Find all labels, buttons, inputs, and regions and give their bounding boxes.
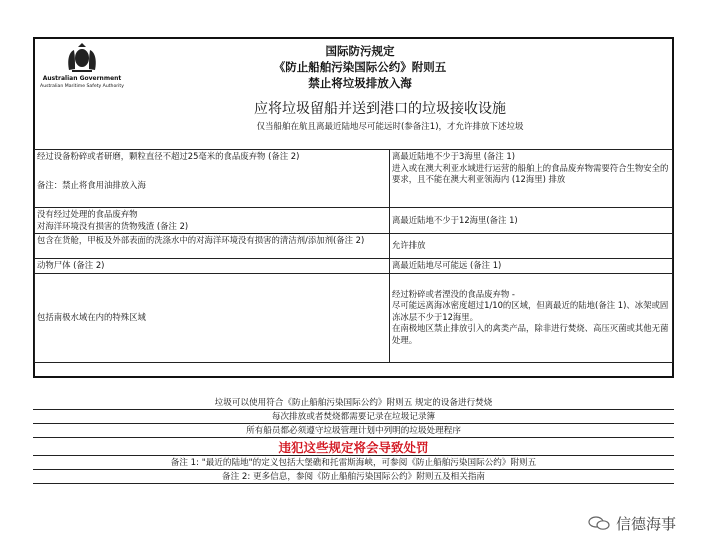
cell-text: 没有经过处理的食品废弃物 bbox=[37, 209, 138, 219]
cell-text: 包含在货舱，甲板及外部表面的洗涤水中的对海洋环境没有损害的清洁剂/添加剂(备注 2) bbox=[37, 235, 365, 245]
cell-text: 动物尸体 (备注 2) bbox=[37, 260, 105, 270]
cell-text: 离最近陆地尽可能远 (备注 1) bbox=[392, 260, 502, 270]
coat-of-arms-icon bbox=[63, 42, 101, 74]
watermark bbox=[588, 513, 676, 534]
table-row bbox=[35, 150, 673, 208]
cell-text: 尽可能远离海冰密度超过1/10的区域，但离最近的陆地(备注 1)、冰架或固冻冰层不少于12海里。 bbox=[392, 300, 669, 322]
amsa-logo bbox=[37, 42, 127, 100]
table-row bbox=[35, 208, 673, 234]
cell-text bbox=[37, 163, 387, 180]
government-label: Australian Government bbox=[42, 75, 122, 82]
cell-text: 离最近陆地不少于3海里 (备注 1) bbox=[392, 151, 516, 161]
discharge-condition-cell bbox=[390, 150, 673, 208]
title-line-1: 国际防污规定 bbox=[325, 44, 395, 58]
waste-type-cell bbox=[35, 150, 390, 208]
penalty-warning: 违犯这些规定将会导致处罚 bbox=[33, 438, 674, 456]
subtitle: 应将垃圾留船并送到港口的垃圾接收设施 bbox=[254, 101, 506, 117]
waste-type-cell bbox=[35, 259, 390, 274]
cell-text: 进入或在澳大利亚水域进行运营的船舶上的食品废弃物需要符合生物安全的要求，且不能在澳大利亚领海内 (12海里) 排放 bbox=[392, 162, 669, 184]
footer-note-1: 备注 1: "最近的陆地"的定义包括大堡礁和托雷斯海峡，可参阅《防止船舶污染国际公约》附则五 bbox=[33, 456, 674, 470]
table-row bbox=[35, 259, 673, 274]
cell-text: 离最近陆地不少于12海里(备注 1) bbox=[392, 214, 518, 225]
cell-text: 包括南极水域在内的特殊区域 bbox=[37, 311, 146, 322]
discharge-condition-cell bbox=[390, 208, 673, 234]
footer-incineration: 垃圾可以使用符合《防止船舶污染国际公约》附则五 规定的设备进行焚烧 bbox=[33, 396, 674, 410]
cell-text: 经过设备粉碎或者研磨，颗粒直径不超过25毫米的食品废弃物 (备注 2) bbox=[37, 151, 300, 161]
cell-text: 经过粉碎或者湮没的食品废弃物 - bbox=[392, 288, 515, 299]
discharge-condition-cell bbox=[390, 234, 673, 259]
watermark-text: 信德海事 bbox=[616, 515, 677, 533]
cell-text: 在南极地区禁止排放引入的禽类产品，除非进行焚烧、高压灭菌或其他无菌处理。 bbox=[392, 323, 669, 345]
table-row bbox=[35, 273, 673, 362]
title-line-3: 禁止将垃圾排放入海 bbox=[308, 76, 412, 90]
authority-label: Australian Maritime Safety Authority bbox=[40, 84, 124, 89]
title-line-2: 《防止船舶污染国际公约》附则五 bbox=[273, 60, 447, 74]
cell-text: 允许排放 bbox=[392, 240, 426, 251]
waste-type-cell bbox=[35, 208, 390, 234]
table-row bbox=[35, 234, 673, 259]
subtitle-note: 仅当船舶在航且离最近陆地尽可能远时(参备注1)，才允许排放下述垃圾 bbox=[256, 122, 524, 132]
waste-type-cell bbox=[35, 273, 390, 362]
wechat-icon bbox=[588, 516, 610, 530]
cell-text: 对海洋环境没有损害的货物残渣 (备注 2) bbox=[37, 220, 189, 231]
waste-type-cell bbox=[35, 234, 390, 259]
footer-management-plan: 所有船员都必须遵守垃圾管理计划中列明的垃圾处理程序 bbox=[33, 424, 674, 438]
footer-record-book: 每次排放或者焚烧都需要记录在垃圾记录簿 bbox=[33, 410, 674, 424]
discharge-condition-cell bbox=[390, 273, 673, 362]
discharge-rules-table bbox=[34, 149, 673, 363]
footer-note-2: 备注 2: 更多信息，参阅《防止船舶污染国际公约》附则五及相关指南 bbox=[33, 470, 674, 484]
cell-text: 备注：禁止将食用油排放入海 bbox=[37, 179, 146, 190]
discharge-condition-cell bbox=[390, 259, 673, 274]
